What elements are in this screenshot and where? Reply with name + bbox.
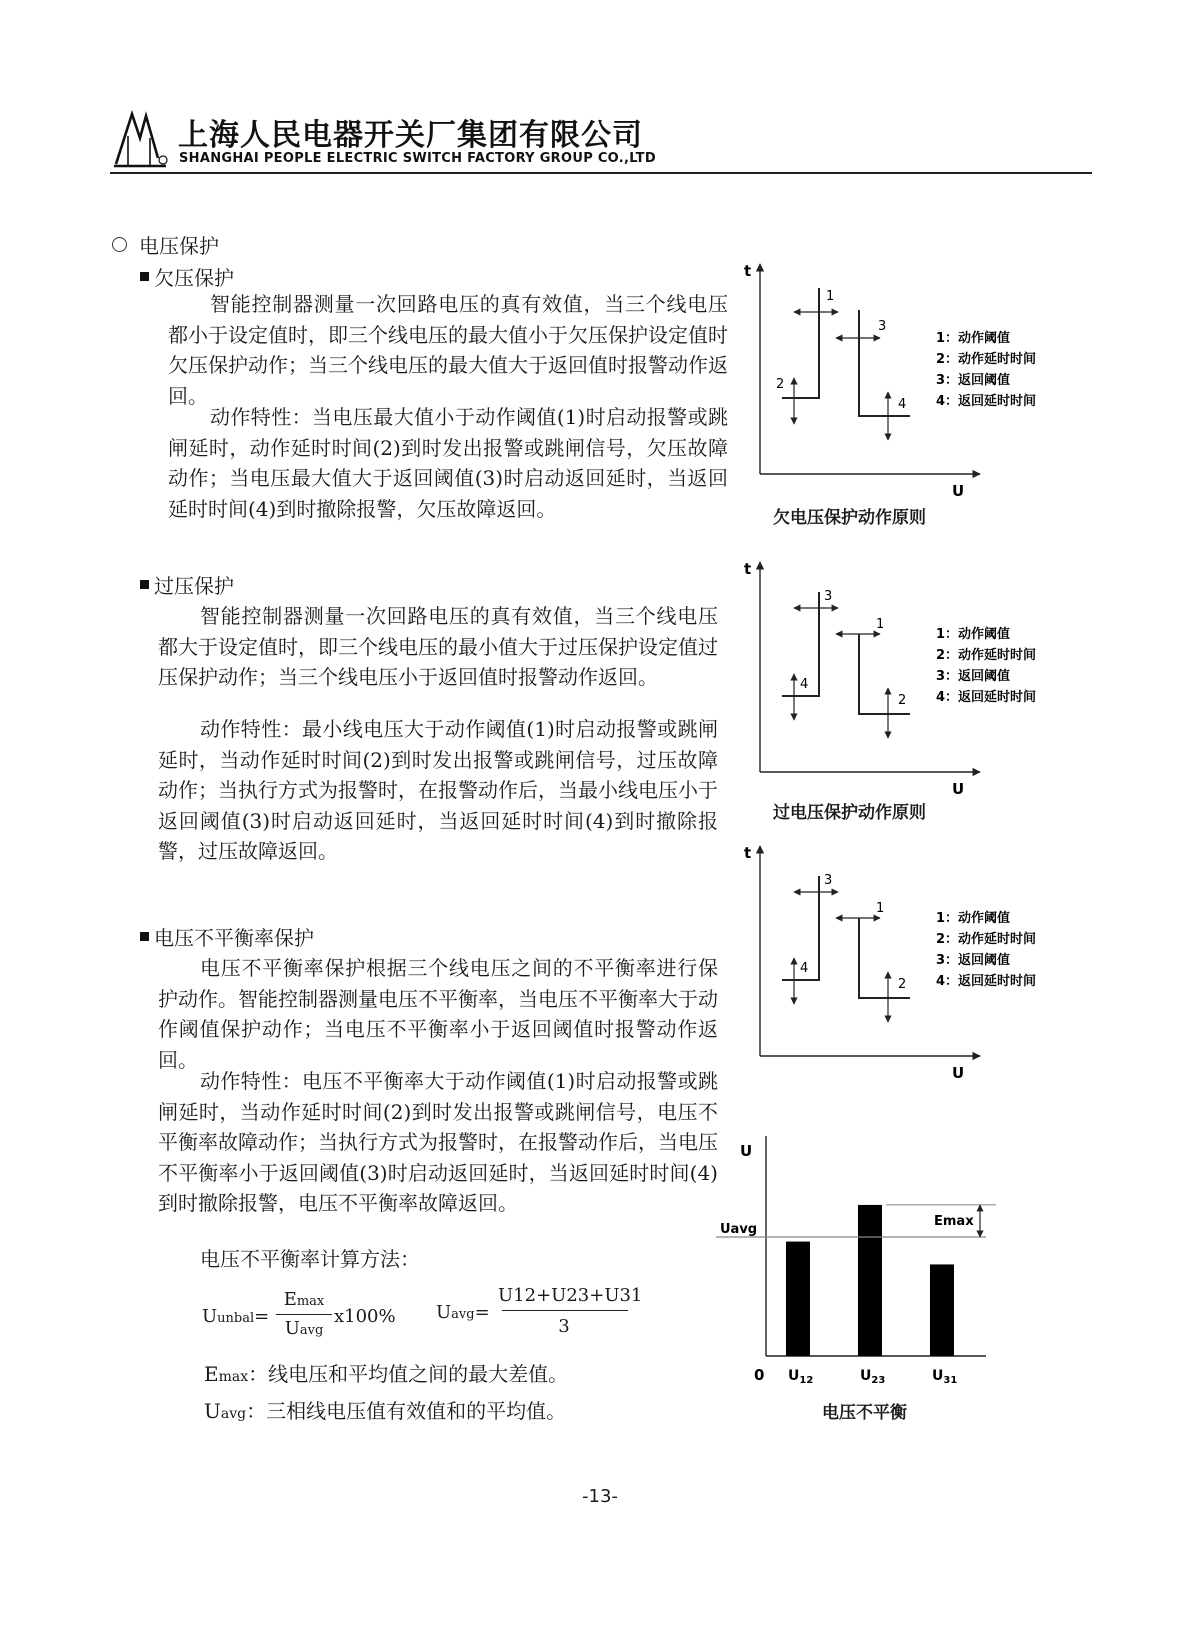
section-title: 电压保护 — [139, 234, 219, 258]
company-name-cn: 上海人民电器开关厂集团有限公司 — [178, 118, 643, 153]
bar-u31 — [930, 1264, 954, 1356]
marker-label: 2 — [776, 377, 785, 392]
tick-label-u31: $U_{31}$ — [932, 1368, 958, 1386]
circle-bullet-icon — [112, 237, 127, 252]
page-number: -13- — [582, 1486, 618, 1507]
legend-item: 1：动作阈值 — [936, 911, 1011, 926]
legend-item: 3：返回阈值 — [936, 373, 1011, 388]
definition-uavg: Uavg：三相线电压值有效值和的平均值。 — [204, 1399, 567, 1423]
legend-item: 1：动作阈值 — [936, 331, 1011, 346]
marker-label: 2 — [898, 977, 907, 992]
formula-multiplier: x100% — [334, 1306, 396, 1327]
bar-u23 — [858, 1205, 882, 1356]
under-voltage-para1: 智能控制器测量一次回路电压的真有效值，当三个线电压都小于设定值时，即三个线电压的最大值小于欠压保护设定值时欠压保护动作；当三个线电压的最大值大于返回值时报警动作返回。 — [168, 292, 728, 408]
legend-item: 2：动作延时时间 — [936, 352, 1037, 367]
axis-u-label: U — [952, 1064, 965, 1080]
axis-u-label: U — [952, 780, 965, 796]
formula-avg-denominator: 3 — [558, 1316, 570, 1337]
formula-avg-numerator: U12+U23+U31 — [498, 1285, 643, 1306]
marker-label: 1 — [826, 289, 835, 304]
legend-item: 3：返回阈值 — [936, 953, 1011, 968]
unbalance-para2: 动作特性：电压不平衡率大于动作阈值(1)时启动报警或跳闸延时，当动作延时时间(2)到时发出报警或跳闸信号，电压不平衡率故障动作；当执行方式为报警时，在报警动作后，当电压不平衡率小于返回阈值(3)时启动返回延时，当返回延时时间(4)到时撤除报警，电压不平衡率故障返回。 — [158, 1069, 718, 1215]
over-voltage-para2: 动作特性：最小线电压大于动作阈值(1)时启动报警或跳闸延时，当动作延时时间(2)到时发出报警或跳闸信号，过压故障动作；当执行方式为报警时，在报警动作后，当最小线电压小于返回阈值(3)时启动返回延时，当返回延时时间(4)到时撤除报警，过压故障返回。 — [158, 717, 718, 863]
marker-label: 4 — [800, 677, 809, 692]
formula-denominator: Uavg — [284, 1318, 324, 1339]
legend-item: 4：返回延时时间 — [936, 974, 1037, 989]
over-voltage-caption: 过电压保护动作原则 — [773, 803, 926, 823]
tick-label-u23: $U_{23}$ — [860, 1368, 886, 1386]
legend-item: 4：返回延时时间 — [936, 690, 1037, 705]
average-line-label: Uavg — [720, 1221, 758, 1237]
formula-numerator: Emax — [283, 1289, 325, 1310]
legend-item: 2：动作延时时间 — [936, 932, 1037, 947]
over-voltage-heading — [140, 570, 234, 599]
axis-u-label: U — [952, 482, 965, 498]
marker-label: 3 — [824, 873, 833, 888]
marker-label: 4 — [898, 397, 907, 412]
square-bullet-icon — [140, 272, 149, 281]
marker-label: 3 — [878, 319, 887, 334]
voltage-unbalance-caption: 电压不平衡 — [822, 1403, 907, 1423]
emax-annotation: Emax — [934, 1213, 974, 1229]
y-axis-label: U — [740, 1142, 753, 1160]
legend-item: 4：返回延时时间 — [936, 394, 1037, 409]
under-voltage-diagram — [740, 258, 1060, 498]
fraction-line — [276, 1314, 332, 1315]
over-voltage-title: 过压保护 — [154, 574, 234, 598]
unbalance-principle-diagram — [740, 840, 1060, 1080]
voltage-unbalance-bar-chart — [716, 1130, 1016, 1430]
tick-label-u12: $U_{12}$ — [788, 1368, 814, 1386]
under-voltage-caption: 欠电压保护动作原则 — [773, 508, 926, 528]
section-heading — [112, 230, 219, 259]
marker-label: 2 — [898, 693, 907, 708]
under-voltage-heading — [140, 262, 234, 291]
marker-label: 1 — [876, 901, 885, 916]
square-bullet-icon — [140, 932, 149, 941]
under-voltage-para2: 动作特性：当电压最大值小于动作阈值(1)时启动报警或跳闸延时，动作延时时间(2)到时发出报警或跳闸信号，欠压故障动作；当电压最大值大于返回阈值(3)时启动返回延时，当返回延时时间(4)到时撤除报警，欠压故障返回。 — [168, 405, 728, 521]
calc-method-title: 电压不平衡率计算方法： — [200, 1247, 420, 1271]
under-voltage-title: 欠压保护 — [154, 266, 234, 290]
header-divider — [110, 172, 1092, 174]
definition-emax: Emax：线电压和平均值之间的最大差值。 — [204, 1362, 569, 1386]
formula-avg-lhs: Uavg= — [436, 1302, 490, 1323]
axis-t-label: t — [744, 844, 752, 862]
marker-label: 4 — [800, 961, 809, 976]
square-bullet-icon — [140, 580, 149, 589]
over-voltage-para1: 智能控制器测量一次回路电压的真有效值，当三个线电压都大于设定值时，即三个线电压的最小值大于过压保护设定值过压保护动作；当三个线电压小于返回值时报警动作返回。 — [158, 604, 718, 689]
unbalance-para1: 电压不平衡率保护根据三个线电压之间的不平衡率进行保护动作。智能控制器测量电压不平衡率，当电压不平衡率大于动作阈值保护动作；当电压不平衡率小于返回阈值时报警动作返回。 — [158, 956, 718, 1072]
marker-label: 1 — [876, 617, 885, 632]
legend-item: 3：返回阈值 — [936, 669, 1011, 684]
company-name-en: SHANGHAI PEOPLE ELECTRIC SWITCH FACTORY GROUP CO.,LTD — [179, 151, 656, 166]
axis-t-label: t — [744, 262, 752, 280]
formula-lhs: Uunbal= — [202, 1306, 270, 1327]
company-logo-icon — [110, 108, 172, 170]
bar-u12 — [786, 1242, 810, 1356]
legend-item: 2：动作延时时间 — [936, 648, 1037, 663]
marker-label: 3 — [824, 589, 833, 604]
over-voltage-diagram — [740, 556, 1060, 796]
legend-item: 1：动作阈值 — [936, 627, 1011, 642]
axis-t-label: t — [744, 560, 752, 578]
origin-label: 0 — [754, 1366, 765, 1384]
definitions — [204, 1357, 568, 1431]
unbalance-heading — [140, 922, 314, 951]
fraction-line — [502, 1310, 628, 1311]
unbalance-title: 电压不平衡率保护 — [154, 926, 314, 950]
